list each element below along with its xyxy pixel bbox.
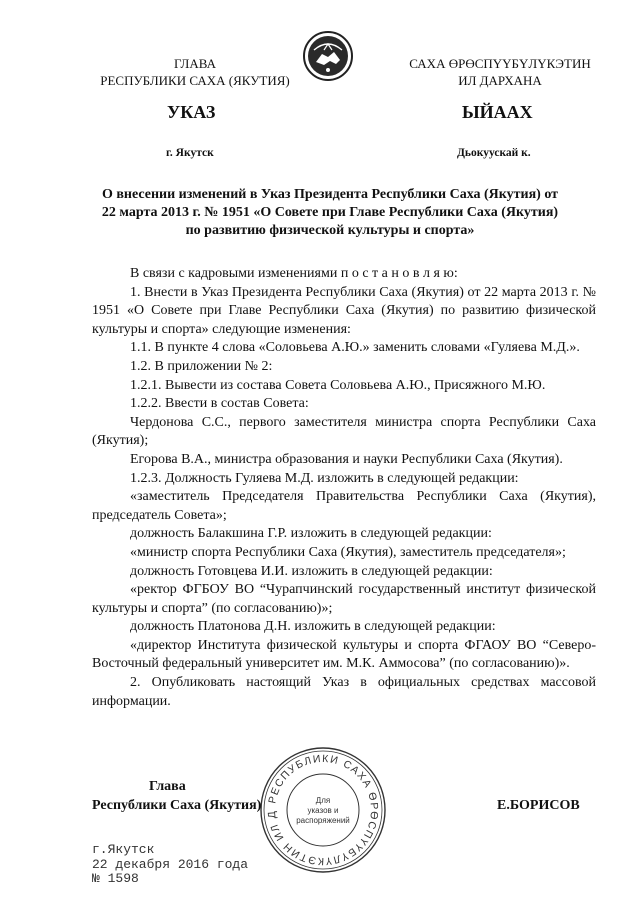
header-right-line1: САХА ӨРӨСПҮҮБҮЛҮКЭТИН	[409, 56, 591, 71]
paragraph-intro: В связи с кадровыми изменениями п о с т а н о в л я ю:	[130, 266, 458, 281]
city-right: Дьокуускай к.	[457, 147, 531, 159]
paragraph-1-2-3: 1.2.3. Должность Гуляева М.Д. изложить в следующей редакции:	[130, 470, 519, 486]
stamp-center-line1: Для	[315, 796, 331, 805]
registration-date: 22 декабря 2016 года	[92, 856, 249, 872]
paragraph-position-1: «заместитель Председателя Правительства Республики Саха (Якутия), председатель Совета»;	[92, 489, 596, 523]
registration-block	[92, 843, 248, 887]
header-right	[380, 55, 620, 89]
stamp-center-line3: распоряжений	[296, 816, 350, 825]
signature-title-line1: Глава	[149, 779, 186, 794]
city-left: г. Якутск	[166, 147, 214, 159]
signature-title-line2: Республики Саха (Якутия)	[92, 798, 262, 813]
paragraph-position-4: «директор Института физической культуры и спорта ФГАОУ ВО “Северо-Восточный федеральный университет им. М.К. Аммосова” (по согласованию)».	[92, 637, 596, 672]
document-title-line2: 22 марта 2013 г. № 1951 «О Совете при Главе Республики Саха (Якутия)	[101, 205, 559, 220]
paragraph-position-3-head: должность Готовцева И.И. изложить в следующей редакции:	[130, 563, 493, 579]
paragraph-2: 2. Опубликовать настоящий Указ в официальных средствах массовой информации.	[92, 675, 596, 709]
paragraph-1: 1. Внести в Указ Президента Республики Саха (Якутия) от 22 марта 2013 г. № 1951 «О Совете при Главе Республики Саха (Якутия) по развитию физической культуры и спорта» следующие изменения:	[92, 284, 596, 337]
title-right: ЫЙААХ	[462, 102, 533, 122]
document-title-line1: О внесении изменений в Указ Президента Республики Саха (Якутия) от	[101, 187, 559, 202]
paragraph-position-4-head: должность Платонова Д.Н. изложить в следующей редакции:	[130, 619, 496, 635]
paragraph-member-2: Егорова В.А., министра образования и науки Республики Саха (Якутия).	[130, 451, 563, 467]
stamp-seal	[258, 745, 388, 875]
paragraph-1-2: 1.2. В приложении № 2:	[130, 358, 273, 374]
header-left-line2: РЕСПУБЛИКИ САХА (ЯКУТИЯ)	[100, 73, 290, 88]
paragraph-position-2-head: должность Балакшина Г.Р. изложить в следующей редакции:	[130, 526, 492, 542]
header-left	[80, 55, 310, 89]
header-left-line1: ГЛАВА	[174, 56, 216, 71]
paragraph-member-1: Чердонова С.С., первого заместителя министра спорта Республики Саха (Якутия);	[92, 414, 596, 449]
paragraph-position-3: «ректор ФГБОУ ВО “Чурапчинский государственный институт физической культуры и спорта” (по согласованию)»;	[92, 582, 596, 616]
document-title	[80, 186, 580, 240]
stamp-center-line2: указов и	[307, 806, 339, 815]
document-body	[92, 265, 596, 711]
document-title-line3: по развитию физической культуры и спорта»	[185, 223, 475, 238]
signature-name: Е.БОРИСОВ	[497, 798, 580, 813]
paragraph-1-2-2: 1.2.2. Ввести в состав Совета:	[130, 396, 309, 412]
title-left: УКАЗ	[167, 102, 216, 122]
paragraph-1-2-1: 1.2.1. Вывести из состава Совета Соловьева А.Ю., Присяжного М.Ю.	[130, 377, 546, 393]
registration-number: № 1598	[92, 871, 139, 886]
emblem-icon	[302, 30, 354, 82]
paragraph-1-1: 1.1. В пункте 4 слова «Соловьева А.Ю.» заменить словами «Гуляева М.Д.».	[130, 340, 580, 356]
stamp-outer-text: РЕСПУБЛИКИ САХА ӨРӨСПҮҮБҮЛҮКЭТИН ИЛ Д	[265, 752, 381, 868]
header-right-line2: ИЛ ДАРХАНА	[458, 73, 542, 88]
paragraph-position-2: «министр спорта Республики Саха (Якутия), заместитель председателя»;	[130, 544, 566, 560]
registration-place: г.Якутск	[92, 842, 155, 857]
